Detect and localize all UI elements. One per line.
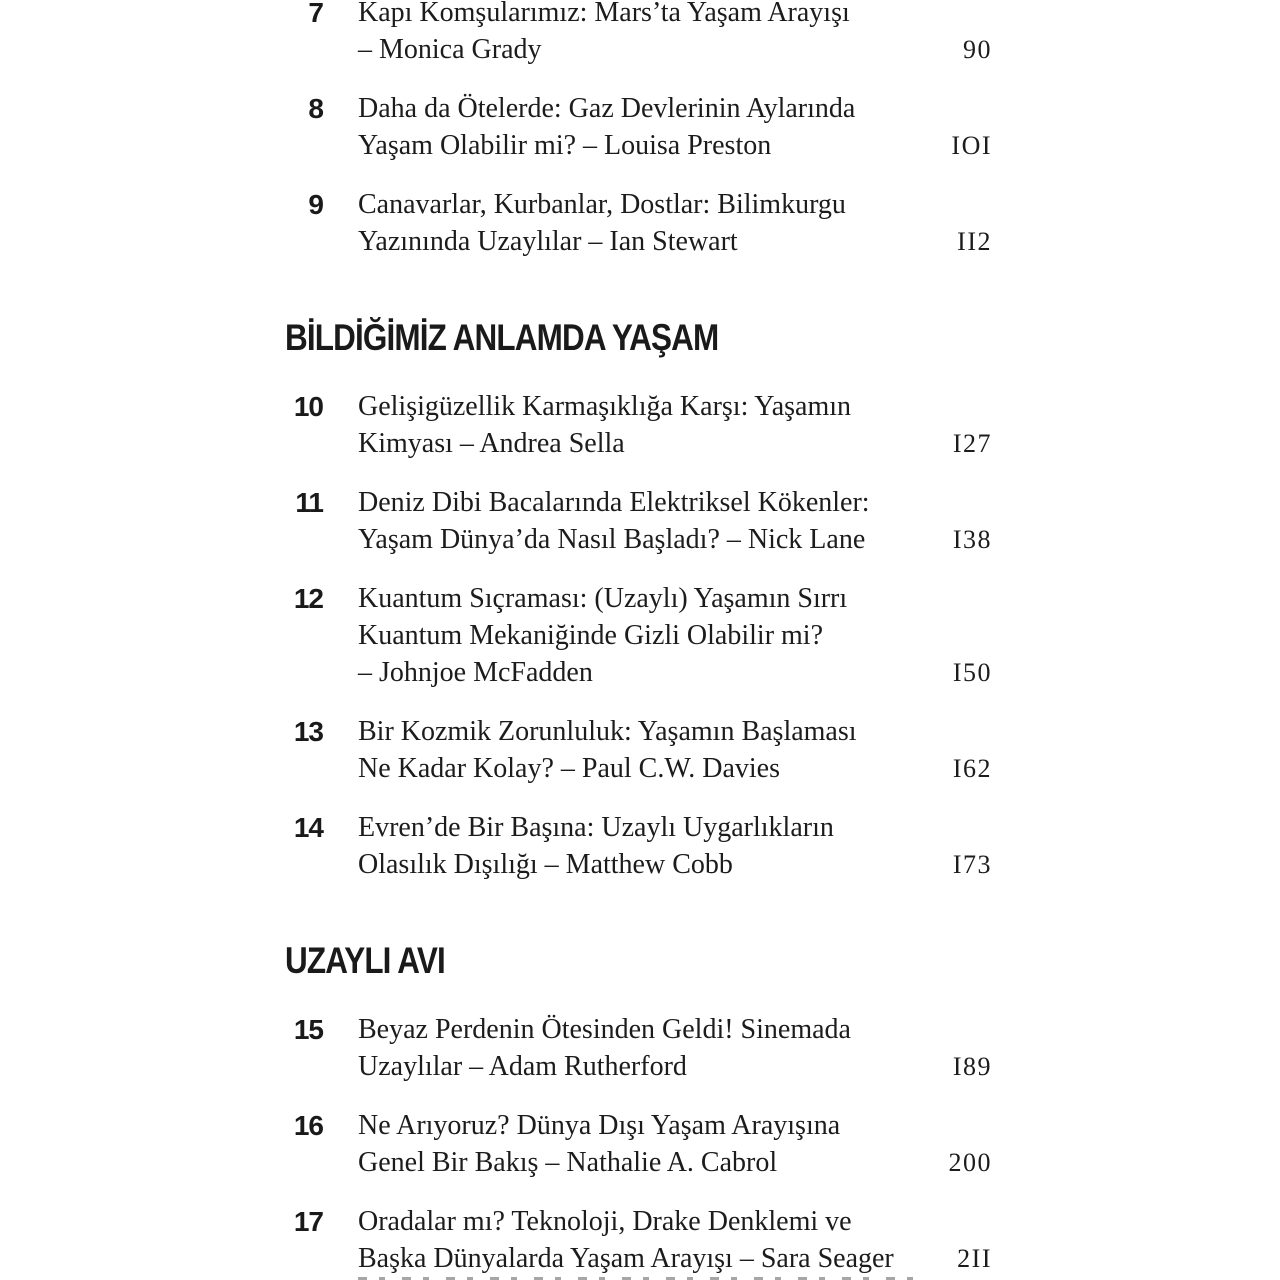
chapter-title-line: Kuantum Sıçraması: (Uzaylı) Yaşamın Sırrı bbox=[358, 583, 848, 614]
section-header: UZAYLI AVI bbox=[285, 940, 445, 981]
page-number: I73 bbox=[952, 850, 992, 879]
chapter-title bbox=[358, 388, 926, 462]
toc-entry bbox=[270, 809, 992, 883]
chapter-title-line: – Johnjoe McFadden bbox=[358, 657, 593, 688]
chapter-title bbox=[358, 90, 926, 164]
chapter-title-line: Olasılık Dışılığı – Matthew Cobb bbox=[358, 849, 733, 880]
chapter-title-line: Başka Dünyalarda Yaşam Arayışı – Sara Seager bbox=[358, 1243, 894, 1274]
chapter-number: 11 bbox=[295, 487, 323, 518]
chapter-title-line: Daha da Ötelerde: Gaz Devlerinin Aylarında bbox=[358, 93, 856, 124]
page-number: I62 bbox=[952, 754, 992, 783]
chapter-title-line: Genel Bir Bakış – Nathalie A. Cabrol bbox=[358, 1147, 778, 1178]
page-number: I89 bbox=[952, 1052, 992, 1081]
chapter-title bbox=[358, 1011, 926, 1085]
chapter-title bbox=[358, 186, 926, 260]
chapter-title-line: Deniz Dibi Bacalarında Elektriksel Kökenler: bbox=[358, 487, 870, 518]
chapter-number: 12 bbox=[293, 583, 323, 614]
toc-entry bbox=[270, 1011, 992, 1085]
chapter-title bbox=[358, 484, 926, 558]
toc-entry bbox=[270, 90, 992, 164]
chapter-number: 15 bbox=[293, 1014, 323, 1045]
chapter-title-line: Kimyası – Andrea Sella bbox=[358, 428, 625, 459]
chapter-title-line: Gelişigüzellik Karmaşıklığa Karşı: Yaşamın bbox=[358, 391, 852, 422]
toc-entry bbox=[270, 186, 992, 260]
toc-entry bbox=[270, 0, 992, 68]
section-header: BİLDİĞİMİZ ANLAMDA YAŞAM bbox=[285, 317, 719, 358]
page-number: IOI bbox=[951, 131, 992, 160]
chapter-number: 17 bbox=[293, 1206, 323, 1237]
chapter-title bbox=[358, 713, 926, 787]
chapter-number: 14 bbox=[293, 812, 323, 843]
page-number: I38 bbox=[952, 525, 992, 554]
chapter-title-line: Bir Kozmik Zorunluluk: Yaşamın Başlaması bbox=[358, 716, 857, 747]
chapter-title-line: Kapı Komşularımız: Mars’ta Yaşam Arayışı bbox=[358, 0, 850, 28]
page-number: I27 bbox=[952, 429, 992, 458]
page-number: 2II bbox=[957, 1244, 992, 1273]
chapter-title-line: Ne Kadar Kolay? – Paul C.W. Davies bbox=[358, 753, 780, 784]
page-number: II2 bbox=[957, 227, 992, 256]
chapter-title-line: – Monica Grady bbox=[358, 34, 542, 65]
chapter-number: 7 bbox=[308, 0, 323, 28]
chapter-title-line: Beyaz Perdenin Ötesinden Geldi! Sinemada bbox=[358, 1014, 851, 1045]
chapter-title bbox=[358, 1107, 926, 1181]
chapter-title-line: Canavarlar, Kurbanlar, Dostlar: Bilimkurgu bbox=[358, 189, 846, 220]
page-number: 90 bbox=[963, 35, 992, 64]
chapter-title-line: Oradalar mı? Teknoloji, Drake Denklemi ve bbox=[358, 1206, 852, 1237]
page-number: I50 bbox=[952, 658, 992, 687]
chapter-number: 16 bbox=[293, 1110, 323, 1141]
chapter-title bbox=[358, 0, 926, 68]
chapter-title-line: Yaşam Dünya’da Nasıl Başladı? – Nick Lane bbox=[358, 524, 866, 555]
chapter-title-line: Yaşam Olabilir mi? – Louisa Preston bbox=[358, 130, 772, 161]
toc-entry bbox=[270, 484, 992, 558]
chapter-number: 9 bbox=[308, 189, 323, 220]
toc-entry bbox=[270, 1203, 992, 1277]
page-number: 200 bbox=[948, 1148, 992, 1177]
chapter-title-line: Kuantum Mekaniğinde Gizli Olabilir mi? bbox=[358, 620, 824, 651]
chapter-number: 10 bbox=[293, 391, 323, 422]
chapter-title bbox=[358, 580, 926, 691]
chapter-number: 13 bbox=[293, 716, 323, 747]
toc-entry bbox=[270, 388, 992, 462]
chapter-title-line: Yazınında Uzaylılar – Ian Stewart bbox=[358, 226, 738, 257]
toc-entry bbox=[270, 580, 992, 691]
chapter-title bbox=[358, 1203, 926, 1277]
chapter-title-line: Evren’de Bir Başına: Uzaylı Uygarlıkların bbox=[358, 812, 834, 843]
chapter-title-line: Uzaylılar – Adam Rutherford bbox=[358, 1051, 687, 1082]
toc-entry bbox=[270, 1107, 992, 1181]
chapter-number: 8 bbox=[308, 93, 323, 124]
toc-entry bbox=[270, 713, 992, 787]
chapter-title-line: Ne Arıyoruz? Dünya Dışı Yaşam Arayışına bbox=[358, 1110, 841, 1141]
chapter-title bbox=[358, 809, 926, 883]
